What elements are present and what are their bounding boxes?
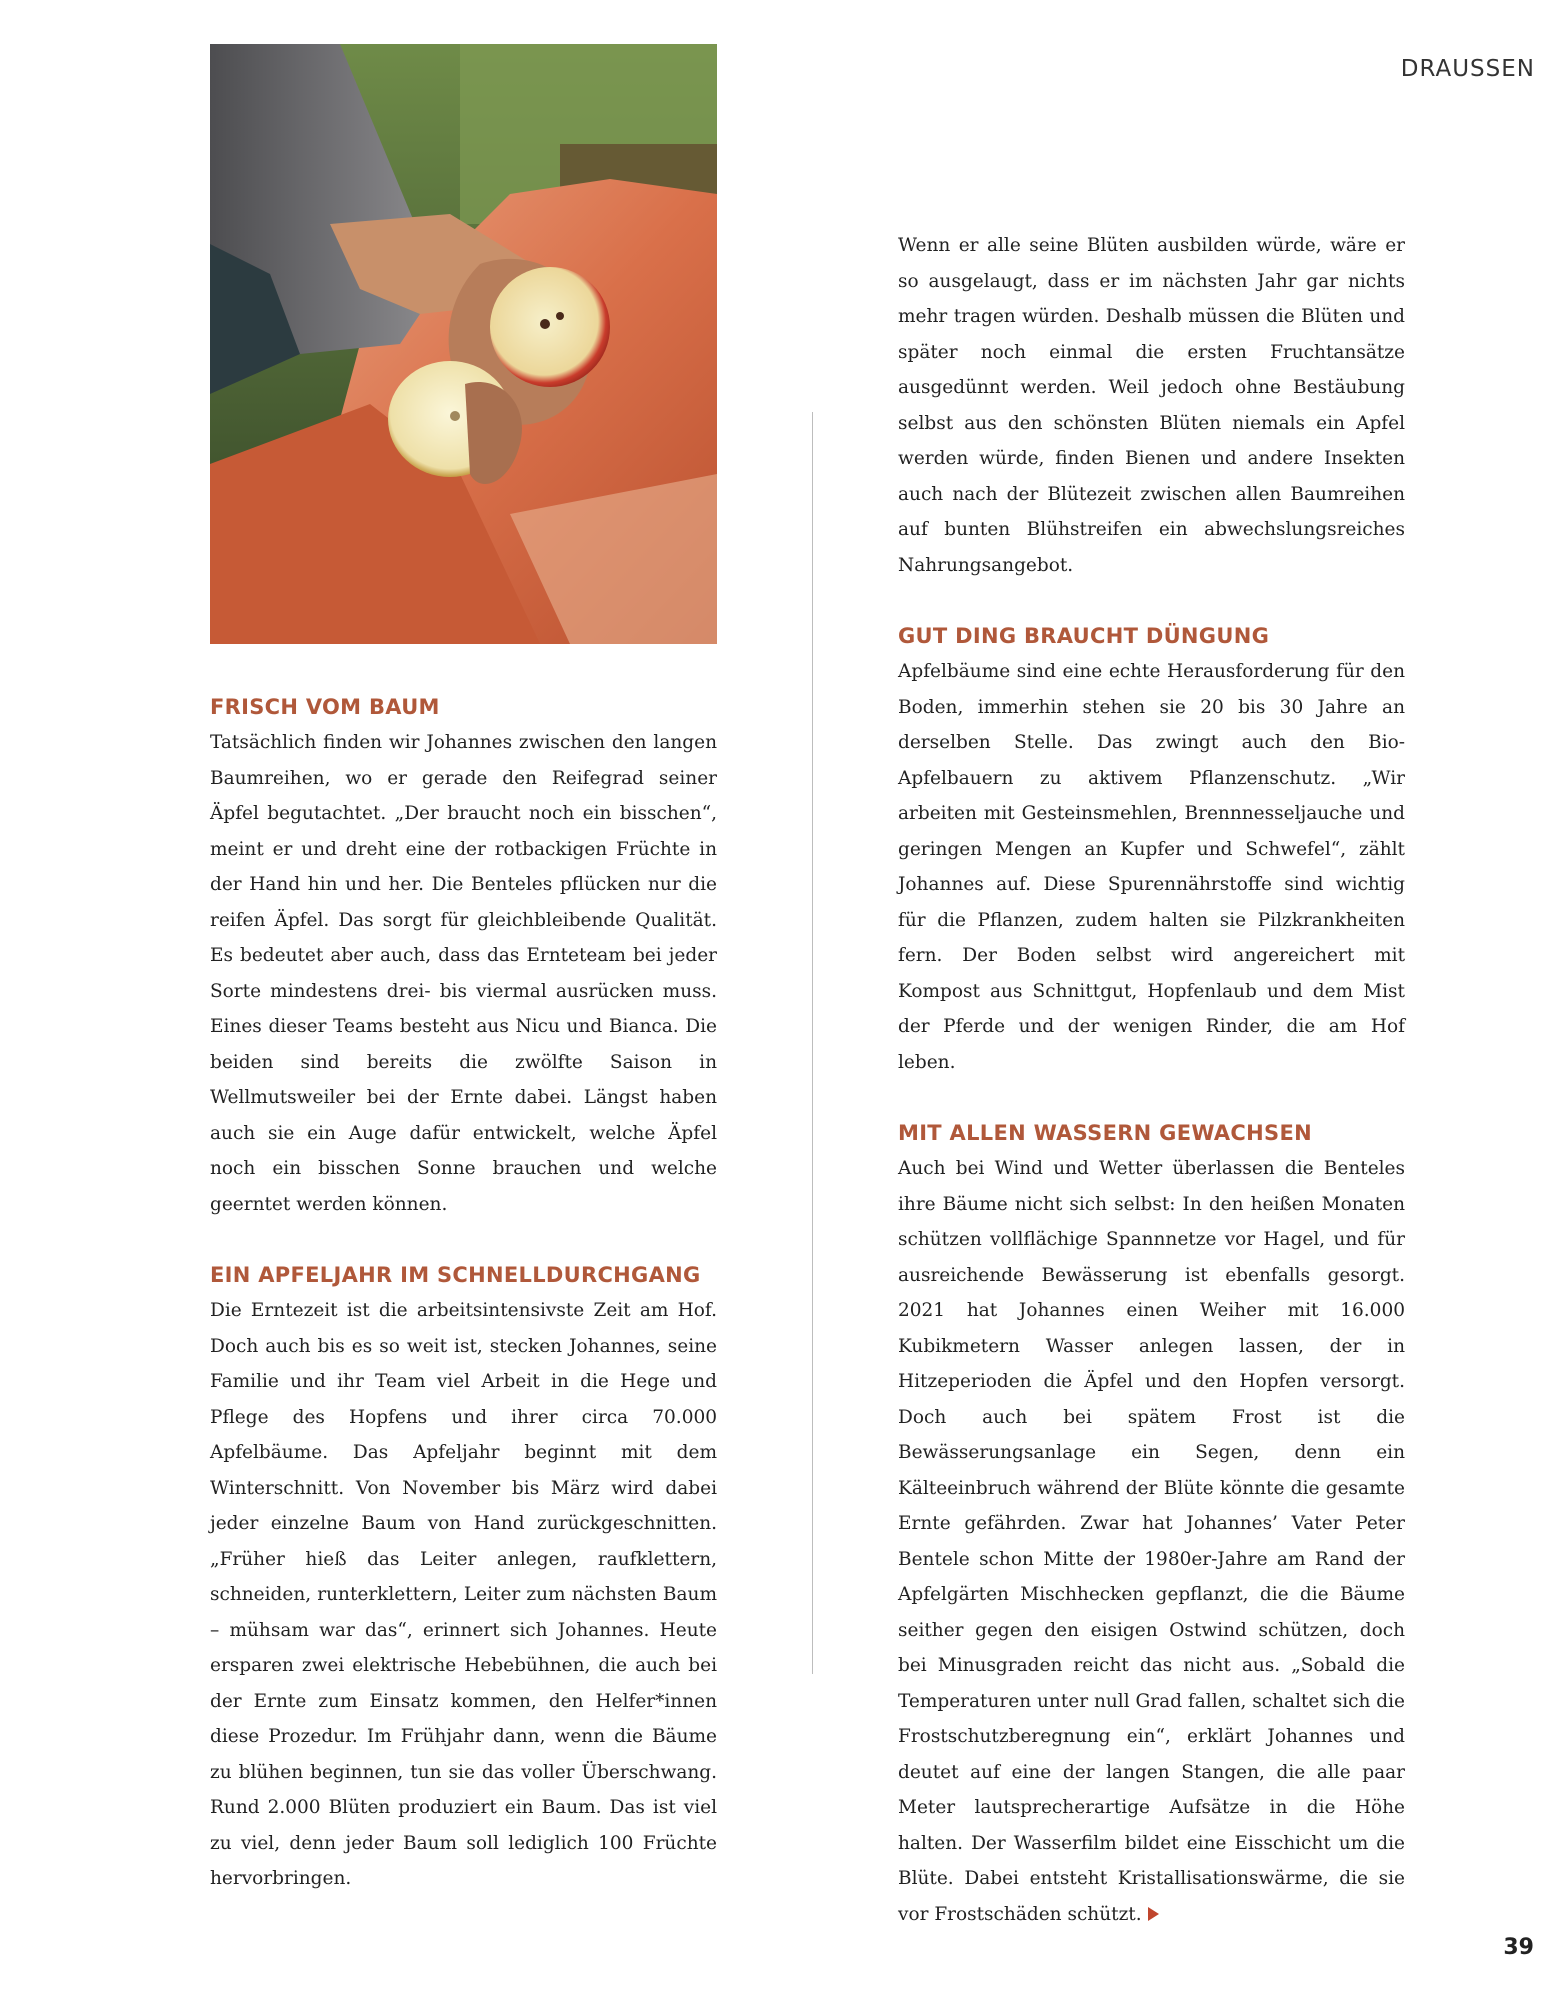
heading-duengung: GUT DING BRAUCHT DÜNGUNG xyxy=(898,624,1270,648)
paragraph-apfeljahr: Die Erntezeit ist die arbeitsintensivste Zeit am Hof. Doch auch bis es so weit ist, stecken Johannes, seine Familie und ihr Team viel Arbeit in die Hege und Pflege des Hopfens und ihrer circa 70.000 Apfelbäume. Das Apfeljahr beginnt mit dem Winterschnitt. Von November bis März wird dabei jeder einzelne Baum von Hand zurückgeschnitten. „Früher hieß das Leiter anlegen, raufklettern, schneiden, runterklettern, Leiter zum nächsten Baum – mühsam war das“, erinnert sich Johannes. Heute ersparen zwei elektrische Hebebühnen, die auch bei der Ernte zum Einsatz kommen, den Helfer*innen diese Prozedur. Im Frühjahr dann, wenn die Bäume zu blühen beginnen, tun sie das voller Überschwang. Rund 2.000 Blüten produziert ein Baum. Das ist viel zu viel, denn jeder Baum soll lediglich 100 Früchte hervorbringen. xyxy=(210,1300,717,1889)
heading-apfeljahr: EIN APFELJAHR IM SCHNELLDURCHGANG xyxy=(210,1263,701,1287)
left-column xyxy=(210,690,717,1897)
paragraph-intro: Wenn er alle seine Blüten ausbilden würde, wäre er so ausgelaugt, dass er im nächsten Jahr gar nichts mehr tragen würden. Deshalb müssen die Blüten und später noch einmal die ersten Fruchtansätze ausgedünnt werden. Weil jedoch ohne Bestäubung selbst aus den schönsten Blüten niemals ein Apfel werden würde, finden Bienen und andere Insekten auch nach der Blütezeit zwischen allen Baumreihen auf bunten Blühstreifen ein abwechslungsreiches Nahrungsangebot. xyxy=(898,235,1405,576)
article-end-triangle-icon xyxy=(1148,1907,1159,1921)
apple-halves-photo xyxy=(210,44,717,644)
column-divider xyxy=(812,412,813,1674)
paragraph-wasser-text: Auch bei Wind und Wetter überlassen die Benteles ihre Bäume nicht sich selbst: In den heißen Monaten schützen vollflächige Spannnetze vor Hagel, und für ausreichende Bewässerung ist ebenfalls gesorgt. 2021 hat Johannes einen Weiher mit 16.000 Kubikmetern Wasser anlegen lassen, der in Hitzeperioden die Äpfel und den Hopfen versorgt. Doch auch bei spätem Frost ist die Bewässerungsanlage ein Segen, denn ein Kälteeinbruch während der Blüte könnte die gesamte Ernte gefährden. Zwar hat Johannes’ Vater Peter Bentele schon Mitte der 1980er-Jahre am Rand der Apfelgärten Mischhecken gepflanzt, die die Bäume seither gegen den eisigen Ostwind schützen, doch bei Minusgraden reicht das nicht aus. „Sobald die Temperaturen unter null Grad fallen, schaltet sich die Frostschutzberegnung ein“, erklärt Johannes und deutet auf eine der langen Stangen, die alle paar Meter lautsprecherartige Aufsätze in die Höhe halten. Der Wasserfilm bildet eine Eisschicht um die Blüte. Dabei entsteht Kristallisationswärme, die sie vor Frostschäden schützt. xyxy=(898,1158,1405,1925)
page-number: 39 xyxy=(1503,1935,1534,1960)
right-column xyxy=(898,228,1405,1932)
paragraph-duengung: Apfelbäume sind eine echte Herausforderung für den Boden, immerhin stehen sie 20 bis 30 Jahre an derselben Stelle. Das zwingt auch den Bio-Apfelbauern zu aktivem Pflanzenschutz. „Wir arbeiten mit Gesteinsmehlen, Brennnesseljauche und geringen Mengen an Kupfer und Schwefel“, zählt Johannes auf. Diese Spurennährstoffe sind wichtig für die Pflanzen, zudem halten sie Pilzkrankheiten fern. Der Boden selbst wird angereichert mit Kompost aus Schnittgut, Hopfenlaub und dem Mist der Pferde und der wenigen Rinder, die am Hof leben. xyxy=(898,661,1405,1073)
paragraph-frisch-vom-baum: Tatsächlich finden wir Johannes zwischen den langen Baumreihen, wo er gerade den Reifegrad seiner Äpfel begutachtet. „Der braucht noch ein bisschen“, meint er und dreht eine der rotbackigen Früchte in der Hand hin und her. Die Benteles pflücken nur die reifen Äpfel. Das sorgt für gleichbleibende Qualität. Es bedeutet aber auch, dass das Ernteteam bei jeder Sorte mindestens drei- bis viermal ausrücken muss. Eines dieser Teams besteht aus Nicu und Bianca. Die beiden sind bereits die zwölfte Saison in Wellmutsweiler bei der Ernte dabei. Längst haben auch sie ein Auge dafür entwickelt, welche Äpfel noch ein bisschen Sonne brauchen und welche geerntet werden können. xyxy=(210,732,717,1215)
section-label: DRAUSSEN xyxy=(1400,56,1535,82)
paragraph-wasser xyxy=(898,1151,1405,1932)
heading-frisch-vom-baum: FRISCH VOM BAUM xyxy=(210,695,440,719)
heading-wasser: MIT ALLEN WASSERN GEWACHSEN xyxy=(898,1121,1312,1145)
